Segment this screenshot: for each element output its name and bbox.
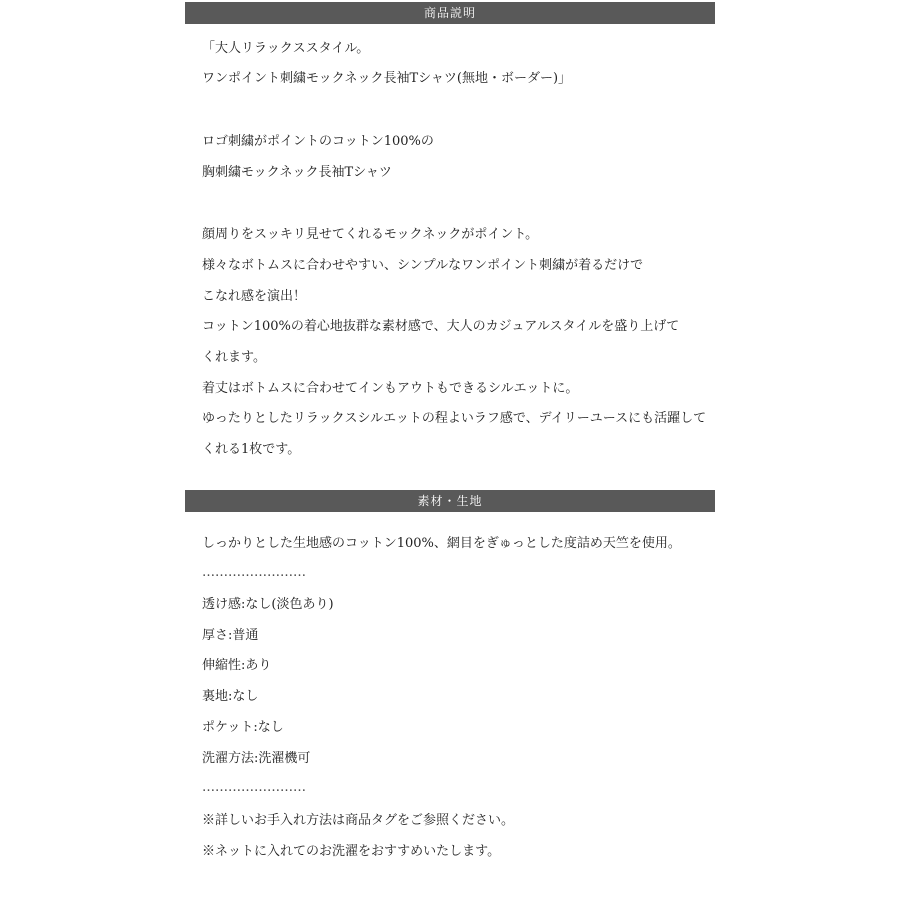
spec-thickness: 厚さ:普通 [202, 628, 259, 643]
spec-transparency: 透け感:なし(淡色あり) [202, 597, 334, 612]
description-line: ゆったりとしたリラックスシルエットの程よいラフ感で、デイリーユースにも活躍して [202, 411, 707, 426]
description-line: くれます。 [202, 350, 266, 365]
description-line: 「大人リラックススタイル。 [202, 41, 370, 56]
spec-pocket: ポケット:なし [202, 720, 284, 735]
description-line: 顔周りをスッキリ見せてくれるモックネックがポイント。 [202, 227, 539, 242]
description-line: コットン100%の着心地抜群な素材感で、大人のカジュアルスタイルを盛り上げて [202, 319, 680, 334]
spec-washing: 洗濯方法:洗濯機可 [202, 751, 311, 766]
spec-lining: 裏地:なし [202, 689, 259, 704]
description-line: 着丈はボトムスに合わせてインもアウトもできるシルエットに。 [202, 381, 579, 396]
care-note: ※詳しいお手入れ方法は商品タグをご参照ください。 [202, 813, 515, 828]
section-header-description: 商品説明 [185, 2, 715, 24]
material-intro: しっかりとした生地感のコットン100%、網目をぎゅっとした度詰め天竺を使用。 [202, 536, 681, 551]
description-line: 胸刺繍モックネック長袖Tシャツ [202, 165, 392, 180]
description-line: くれる1枚です。 [202, 442, 301, 457]
separator-top: …………………… [202, 565, 306, 580]
description-line: ロゴ刺繍がポイントのコットン100%の [202, 134, 434, 149]
description-line: こなれ感を演出！ [202, 289, 307, 304]
care-note: ※ネットに入れてのお洗濯をおすすめいたします。 [202, 844, 501, 859]
spec-stretch: 伸縮性:あり [202, 658, 272, 673]
separator-bottom: …………………… [202, 780, 306, 795]
section-header-material: 素材・生地 [185, 490, 715, 512]
description-line: 様々なボトムスに合わせやすい、シンプルなワンポイント刺繍が着るだけで [202, 258, 644, 273]
description-line: ワンポイント刺繍モックネック長袖Tシャツ(無地・ボーダー)」 [202, 71, 572, 86]
